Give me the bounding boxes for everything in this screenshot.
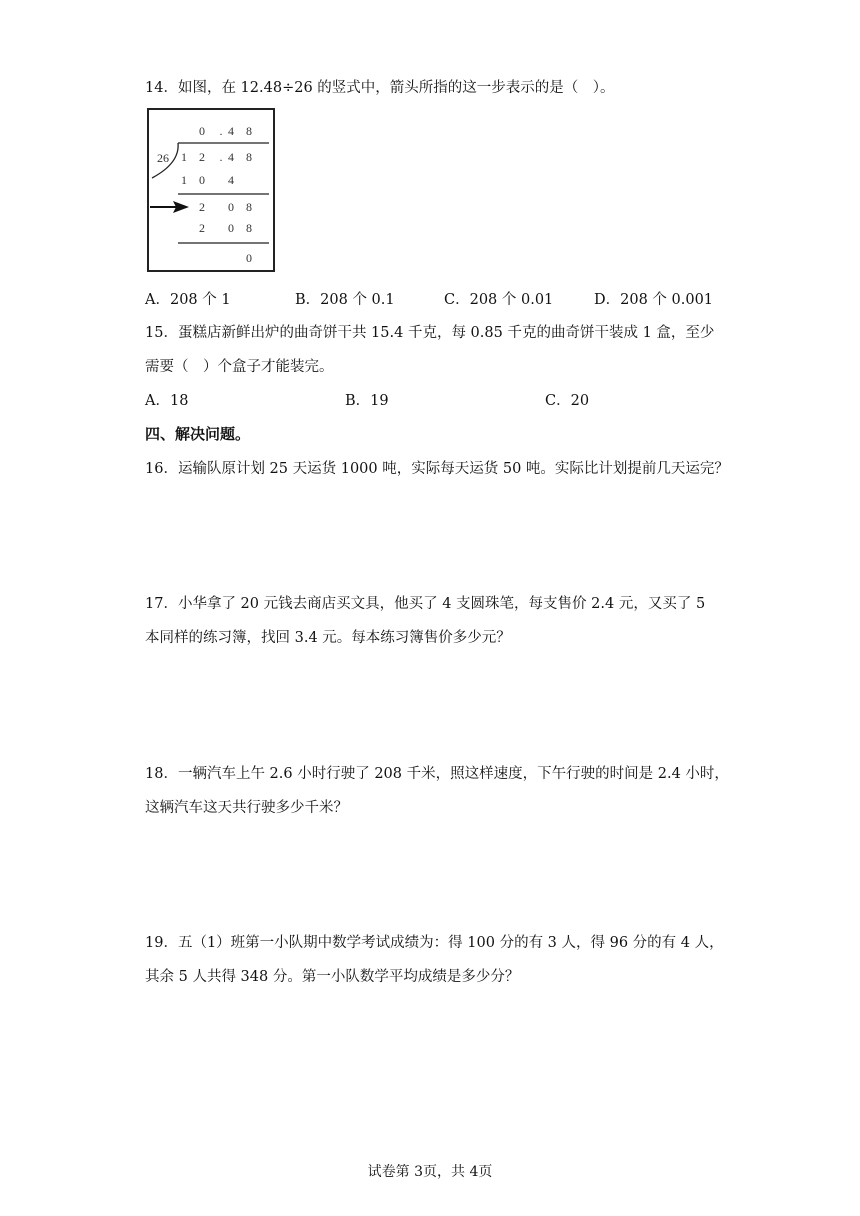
q19-line1: 19．五（1）班第一小队期中数学考试成绩为：得 100 分的有 3 人，得 96 分的有 4 人， [145, 935, 724, 951]
q15-option-c: C．20 [545, 393, 590, 409]
q14-option-a: A．208 个 1 [145, 292, 231, 308]
quotient-digit: 0 [199, 124, 205, 138]
dividend-digit: 8 [246, 150, 252, 164]
q14-text: 14．如图，在 12.48÷26 的竖式中，箭头所指的这一步表示的是（ ）。 [145, 80, 615, 96]
quotient-digit: 4 [228, 124, 234, 138]
q15-option-a: A．18 [145, 393, 189, 409]
q15-line2: 需要（ ）个盒子才能装完。 [145, 359, 334, 375]
row3-digit: 4 [228, 173, 234, 187]
divisor: 26 [157, 151, 169, 165]
q19-line2: 其余 5 人共得 348 分。第一小队数学平均成绩是多少分？ [145, 969, 520, 985]
q16-line1: 16．运输队原计划 25 天运货 1000 吨，实际每天运货 50 吨。实际比计划提前几天运完？ [145, 461, 729, 477]
quotient-digit: . [219, 124, 223, 138]
q18-line1: 18．一辆汽车上午 2.6 小时行驶了 208 千米，照这样速度，下午行驶的时间是 2.4 小时， [145, 766, 729, 782]
row4-digit: 2 [199, 200, 205, 214]
q15-option-b: B．19 [345, 393, 389, 409]
dividend-digit: . [219, 150, 223, 164]
q17-line1: 17．小华拿了 20 元钱去商店买文具，他买了 4 支圆珠笔，每支售价 2.4 元，又买了 5 [145, 596, 706, 612]
row4-digit: 0 [228, 200, 234, 214]
row3-digit: 1 [181, 173, 187, 187]
figure-border [148, 109, 274, 271]
long-division-figure [147, 108, 275, 272]
quotient-digit: 8 [246, 124, 252, 138]
q18-line2: 这辆汽车这天共行驶多少千米？ [145, 800, 348, 816]
row4-digit: 8 [246, 200, 252, 214]
section-heading: 四、解决问题。 [145, 425, 251, 443]
page-footer: 试卷第 3页，共 4页 [367, 1164, 493, 1180]
q14-option-d: D．208 个 0.001 [594, 292, 714, 308]
row5-digit: 2 [199, 221, 205, 235]
dividend-digit: 4 [228, 150, 234, 164]
q15-line1: 15．蛋糕店新鲜出炉的曲奇饼干共 15.4 千克，每 0.85 千克的曲奇饼干装成 1 盒，至少 [145, 325, 715, 341]
q14-option-b: B．208 个 0.1 [295, 292, 395, 308]
remainder: 0 [246, 251, 252, 265]
q14-option-c: C．208 个 0.01 [444, 292, 554, 308]
q17-line2: 本同样的练习簿，找回 3.4 元。每本练习簿售价多少元？ [145, 630, 511, 646]
row5-digit: 8 [246, 221, 252, 235]
dividend-digit: 1 [181, 150, 187, 164]
row3-digit: 0 [199, 173, 205, 187]
row5-digit: 0 [228, 221, 234, 235]
dividend-digit: 2 [199, 150, 205, 164]
